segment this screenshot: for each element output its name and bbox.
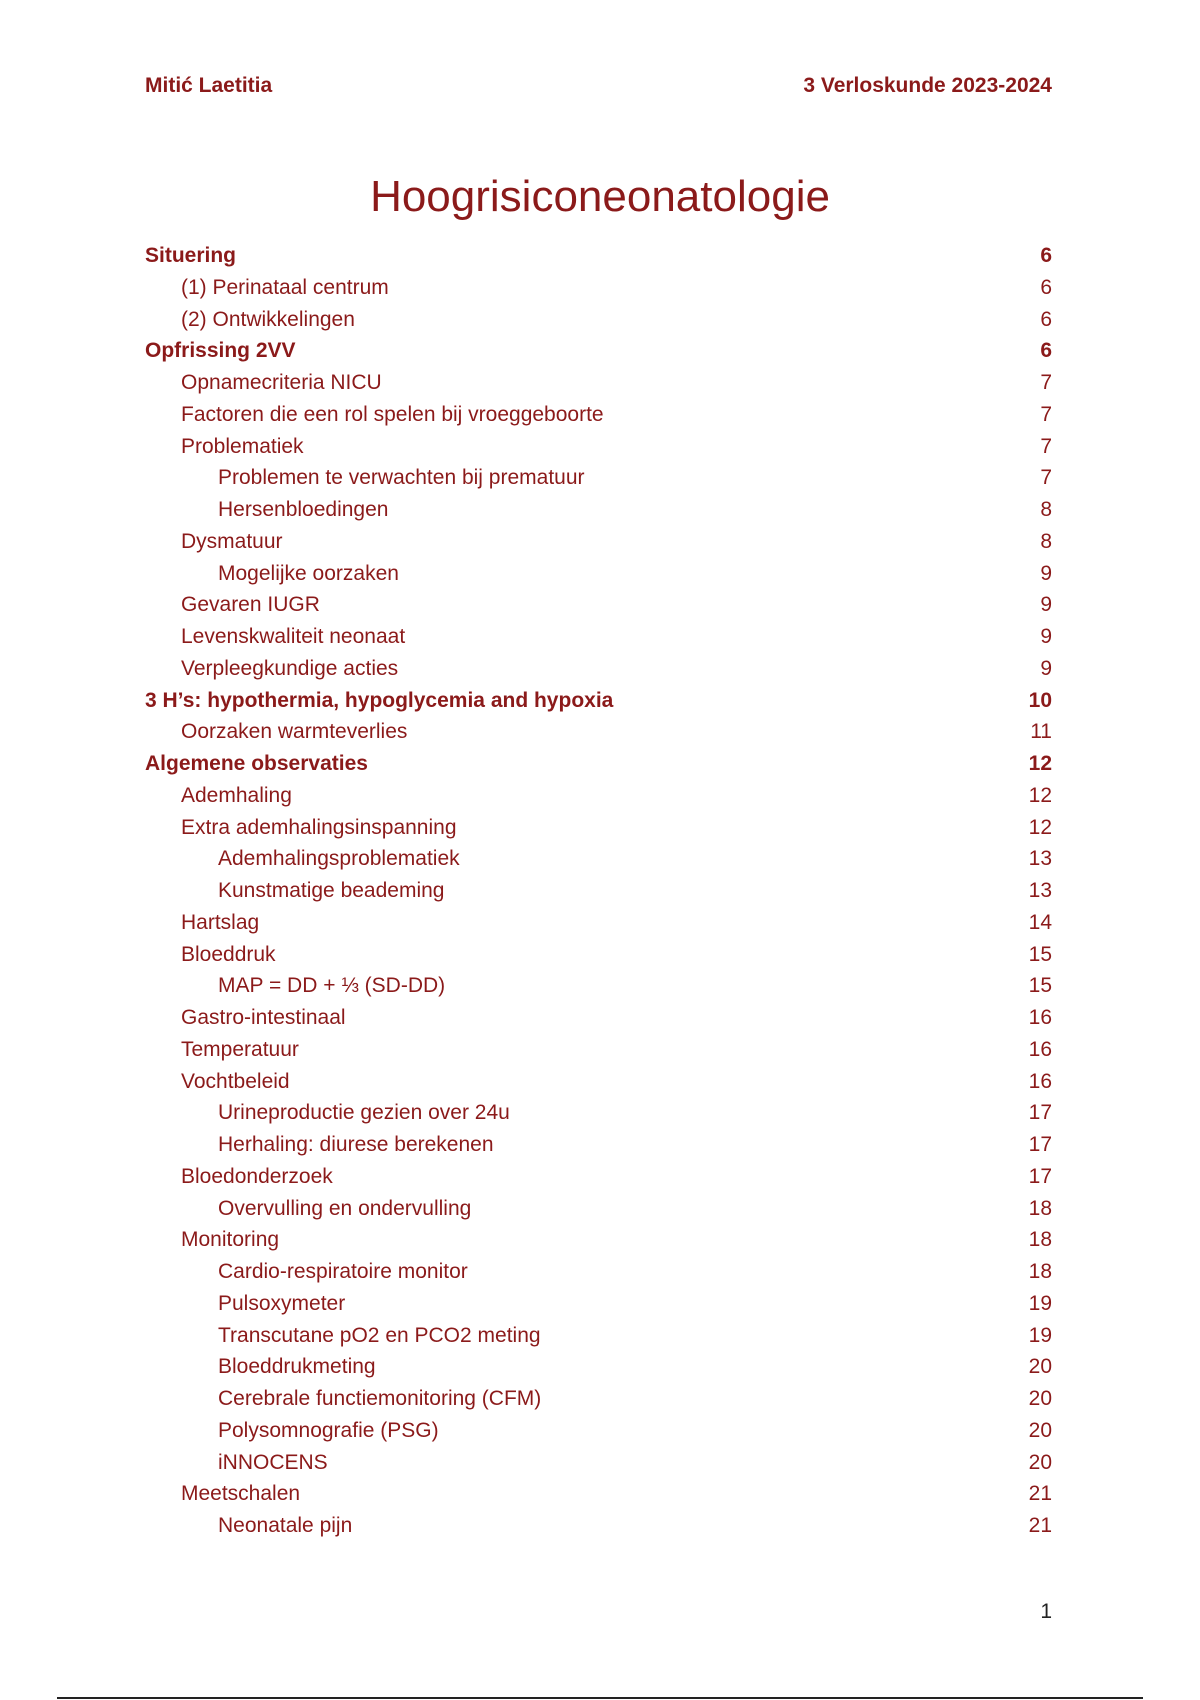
author-name: Mitić Laetitia bbox=[145, 74, 273, 97]
toc-entry[interactable] bbox=[145, 1351, 1052, 1383]
toc-entry-title: Gevaren IUGR bbox=[181, 593, 320, 617]
toc-entry[interactable] bbox=[145, 431, 1052, 463]
toc-entry-page: 13 bbox=[1028, 847, 1052, 871]
toc-entry[interactable] bbox=[145, 621, 1052, 653]
toc-entry-title: Hersenbloedingen bbox=[218, 498, 389, 521]
toc-entry[interactable] bbox=[145, 367, 1052, 399]
toc-entry-title: Vochtbeleid bbox=[181, 1069, 290, 1093]
toc-entry-title: Ademhalingsproblematiek bbox=[218, 847, 460, 871]
toc-entry[interactable] bbox=[145, 1224, 1052, 1256]
toc-entry-page: 16 bbox=[1028, 1006, 1052, 1029]
toc-entry-title: Monitoring bbox=[181, 1228, 280, 1252]
toc-entry-title: Hartslag bbox=[181, 910, 260, 934]
toc-entry-title: Opfrissing 2VV bbox=[145, 339, 296, 363]
toc-entry-title: Temperatuur bbox=[181, 1037, 299, 1061]
toc-entry[interactable] bbox=[145, 780, 1052, 812]
toc-entry[interactable] bbox=[145, 812, 1052, 844]
toc-entry-page: 15 bbox=[1028, 942, 1052, 966]
toc-entry-title: Levenskwaliteit neonaat bbox=[181, 625, 406, 648]
toc-entry[interactable] bbox=[145, 335, 1052, 367]
toc-entry[interactable] bbox=[145, 494, 1052, 526]
toc-entry-page: 17 bbox=[1028, 1164, 1052, 1188]
toc-entry-title: Kunstmatige beademing bbox=[218, 879, 445, 902]
toc-entry[interactable] bbox=[145, 462, 1052, 494]
toc-entry-page: 9 bbox=[1040, 625, 1052, 648]
toc-entry-title: Factoren die een rol spelen bij vroeggeboorte bbox=[181, 402, 604, 426]
toc-entry[interactable] bbox=[145, 685, 1052, 717]
toc-entry-page: 8 bbox=[1040, 529, 1052, 553]
toc-entry[interactable] bbox=[145, 939, 1052, 971]
toc-entry[interactable] bbox=[145, 304, 1052, 336]
toc-entry[interactable] bbox=[145, 843, 1052, 875]
page-number: 1 bbox=[1040, 1600, 1052, 1623]
toc-entry-page: 8 bbox=[1040, 498, 1052, 521]
toc-entry-page: 10 bbox=[1028, 688, 1052, 712]
document-title: Hoogrisiconeonatologie bbox=[370, 172, 830, 222]
toc-entry[interactable] bbox=[145, 240, 1052, 272]
toc-entry[interactable] bbox=[145, 1288, 1052, 1320]
toc-entry[interactable] bbox=[145, 1034, 1052, 1066]
toc-entry-title: Problematiek bbox=[181, 434, 304, 458]
toc-entry[interactable] bbox=[145, 1383, 1052, 1415]
toc-entry-title: Bloeddrukmeting bbox=[218, 1355, 376, 1379]
toc-entry[interactable] bbox=[145, 748, 1052, 780]
toc-entry-title: Transcutane pO2 en PCO2 meting bbox=[218, 1323, 541, 1347]
toc-entry-title: MAP = DD + ⅓ (SD-DD) bbox=[218, 974, 446, 998]
toc-entry[interactable] bbox=[145, 1447, 1052, 1479]
toc-entry[interactable] bbox=[145, 653, 1052, 685]
toc-entry-title: Verpleegkundige acties bbox=[181, 656, 399, 680]
toc-entry[interactable] bbox=[145, 558, 1052, 590]
toc-entry-title: Algemene observaties bbox=[145, 752, 368, 775]
toc-entry-title: Cardio-respiratoire monitor bbox=[218, 1260, 468, 1283]
page-bottom-rule bbox=[57, 1697, 1143, 1699]
toc-entry-title: Overvulling en ondervulling bbox=[218, 1196, 472, 1220]
toc-entry-title: Mogelijke oorzaken bbox=[218, 561, 399, 585]
toc-entry-page: 7 bbox=[1040, 402, 1052, 426]
toc-entry[interactable] bbox=[145, 1510, 1052, 1542]
toc-entry-page: 17 bbox=[1028, 1133, 1052, 1156]
toc-entry-title: Herhaling: diurese berekenen bbox=[218, 1133, 494, 1156]
toc-entry-title: Polysomnografie (PSG) bbox=[218, 1418, 439, 1442]
toc-entry[interactable] bbox=[145, 1129, 1052, 1161]
toc-entry[interactable] bbox=[145, 1193, 1052, 1225]
page-header bbox=[145, 74, 1052, 98]
toc-entry-page: 12 bbox=[1028, 815, 1052, 839]
toc-entry[interactable] bbox=[145, 1256, 1052, 1288]
toc-entry[interactable] bbox=[145, 1097, 1052, 1129]
toc-entry-title: iNNOCENS bbox=[218, 1450, 328, 1474]
toc-entry-page: 11 bbox=[1030, 720, 1052, 744]
toc-entry-page: 20 bbox=[1028, 1355, 1052, 1379]
toc-entry-title: Gastro-intestinaal bbox=[181, 1006, 346, 1029]
toc-entry[interactable] bbox=[145, 1415, 1052, 1447]
toc-entry-page: 18 bbox=[1028, 1196, 1052, 1220]
toc-entry-title: Oorzaken warmteverlies bbox=[181, 720, 408, 744]
toc-entry-page: 16 bbox=[1028, 1037, 1052, 1061]
toc-entry-title: Cerebrale functiemonitoring (CFM) bbox=[218, 1387, 542, 1410]
toc-entry-title: Opnamecriteria NICU bbox=[181, 371, 382, 394]
toc-entry-page: 9 bbox=[1040, 561, 1052, 585]
toc-entry-page: 6 bbox=[1040, 244, 1052, 267]
toc-entry[interactable] bbox=[145, 875, 1052, 907]
toc-entry-title: Urineproductie gezien over 24u bbox=[218, 1101, 510, 1125]
toc-entry-page: 12 bbox=[1028, 752, 1052, 775]
toc-entry-page: 16 bbox=[1028, 1069, 1052, 1093]
toc-entry-title: Bloeddruk bbox=[181, 942, 276, 966]
toc-entry-page: 20 bbox=[1028, 1387, 1052, 1410]
toc-entry-title: Situering bbox=[145, 244, 237, 267]
toc-entry-page: 13 bbox=[1028, 879, 1052, 902]
toc-entry[interactable] bbox=[145, 716, 1052, 748]
toc-entry-page: 9 bbox=[1040, 593, 1052, 617]
course-title: 3 Verloskunde 2023-2024 bbox=[803, 74, 1052, 97]
toc-entry[interactable] bbox=[145, 1320, 1052, 1352]
toc-entry[interactable] bbox=[145, 1002, 1052, 1034]
toc-entry-page: 18 bbox=[1028, 1260, 1052, 1283]
toc-entry-title: Extra ademhalingsinspanning bbox=[181, 815, 457, 839]
toc-entry-title: Pulsoxymeter bbox=[218, 1291, 346, 1315]
toc-entry[interactable] bbox=[145, 1066, 1052, 1098]
toc-entry-page: 6 bbox=[1040, 275, 1052, 299]
toc-entry[interactable] bbox=[145, 1478, 1052, 1510]
toc-entry-page: 17 bbox=[1028, 1101, 1052, 1125]
toc-entry-page: 12 bbox=[1028, 783, 1052, 807]
toc-entry[interactable] bbox=[145, 589, 1052, 621]
toc-entry-page: 21 bbox=[1028, 1482, 1052, 1506]
toc-entry-title: (2) Ontwikkelingen bbox=[181, 307, 355, 331]
toc-entry-page: 15 bbox=[1028, 974, 1052, 998]
toc-entry-page: 20 bbox=[1028, 1450, 1052, 1474]
toc-entry-title: (1) Perinataal centrum bbox=[181, 275, 389, 299]
toc-entry-title: Bloedonderzoek bbox=[181, 1164, 333, 1188]
toc-entry-title: Ademhaling bbox=[181, 783, 292, 807]
toc-entry-page: 6 bbox=[1040, 339, 1052, 363]
toc-entry-page: 20 bbox=[1028, 1418, 1052, 1442]
toc-entry-page: 21 bbox=[1028, 1514, 1052, 1537]
toc-entry-title: 3 H’s: hypothermia, hypoglycemia and hypoxia bbox=[145, 688, 614, 712]
table-of-contents bbox=[145, 240, 1052, 1542]
toc-entry-title: Meetschalen bbox=[181, 1482, 301, 1506]
toc-entry-page: 18 bbox=[1028, 1228, 1052, 1252]
toc-entry[interactable] bbox=[145, 399, 1052, 431]
toc-entry-page: 7 bbox=[1040, 371, 1052, 394]
toc-entry[interactable] bbox=[145, 272, 1052, 304]
toc-entry-title: Dysmatuur bbox=[181, 529, 283, 553]
toc-entry-page: 19 bbox=[1028, 1323, 1052, 1347]
toc-entry[interactable] bbox=[145, 526, 1052, 558]
toc-entry-page: 9 bbox=[1040, 656, 1052, 680]
toc-entry-page: 7 bbox=[1040, 466, 1052, 490]
toc-entry-page: 14 bbox=[1028, 910, 1052, 934]
toc-entry-page: 19 bbox=[1028, 1291, 1052, 1315]
toc-entry-title: Problemen te verwachten bij prematuur bbox=[218, 466, 585, 490]
toc-entry[interactable] bbox=[145, 907, 1052, 939]
toc-entry-title: Neonatale pijn bbox=[218, 1514, 353, 1537]
toc-entry[interactable] bbox=[145, 1161, 1052, 1193]
toc-entry-page: 6 bbox=[1040, 307, 1052, 331]
toc-entry[interactable] bbox=[145, 970, 1052, 1002]
toc-entry-page: 7 bbox=[1040, 434, 1052, 458]
